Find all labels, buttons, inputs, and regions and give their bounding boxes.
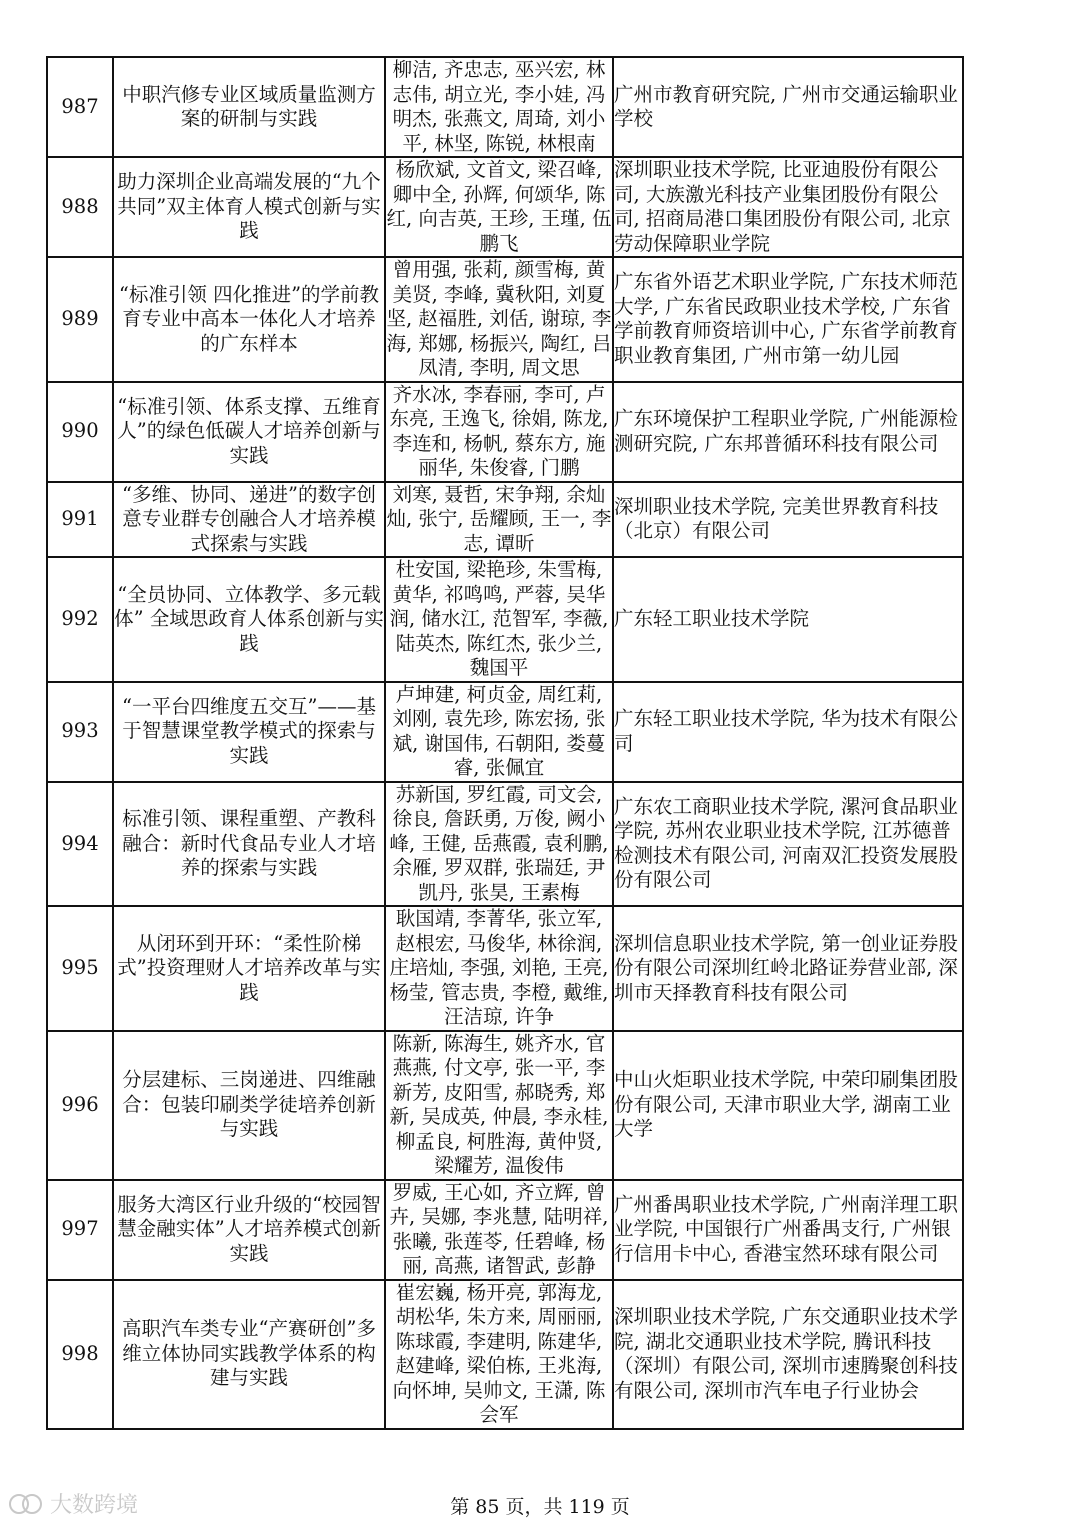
row-number: 989	[47, 257, 113, 382]
team-members: 崔宏巍, 杨开亮, 郭海龙, 胡松华, 朱方来, 周丽丽, 陈球霞, 李建明, 陈建华, 赵建峰, 梁伯栋, 王兆海, 向怀坤, 吴帅文, 王潇, 陈会军	[392, 1280, 606, 1426]
row-number: 998	[47, 1280, 113, 1429]
row-number: 988	[47, 157, 113, 257]
team-members: 杜安国, 梁艳珍, 朱雪梅, 黄华, 祁鸣鸣, 严蓉, 吴华润, 储水江, 范智军, 李薇, 陆英杰, 陈红杰, 张少兰, 魏国平	[389, 558, 609, 679]
table-row	[47, 1180, 963, 1280]
institutions: 深圳职业技术学院, 比亚迪股份有限公司, 大族激光科技产业集团股份有限公司, 招商局港口集团股份有限公司, 北京劳动保障职业学院	[614, 158, 951, 255]
institutions: 广东轻工职业技术学院, 华为技术有限公司	[614, 707, 958, 755]
project-title: 高职汽车类专业“产赛研创”多维立体协同实践教学体系的构建与实践	[122, 1317, 376, 1390]
team-members: 卢坤建, 柯贞金, 周红莉, 刘刚, 袁先珍, 陈宏扬, 张斌, 谢国伟, 石朝阳, 娄蔓睿, 张佩宜	[392, 682, 606, 779]
page-footer: 第 85 页，共 119 页	[450, 1496, 630, 1518]
team-members: 杨欣斌, 文首文, 梁召峰, 卿中全, 孙辉, 何颂华, 陈红, 向吉英, 王珍, 王瑾, 伍鹏飞	[386, 158, 612, 255]
row-number: 997	[47, 1180, 113, 1280]
table-row	[47, 557, 963, 682]
project-title: 标准引领、课程重塑、产教科融合：新时代食品专业人才培养的探索与实践	[122, 807, 376, 879]
project-title: 从闭环到开环：“柔性阶梯式”投资理财人才培养改革与实践	[117, 931, 381, 1004]
team-members: 苏新国, 罗红霞, 司文会, 徐良, 詹跃勇, 万俊, 阙小峰, 王健, 岳燕霞, 袁利鹏, 余雁, 罗双群, 张瑞廷, 尹凯丹, 张昊, 王素梅	[389, 782, 609, 904]
institutions: 深圳职业技术学院, 广东交通职业技术学院, 湖北交通职业技术学院, 腾讯科技（深圳）有限公司, 深圳市速腾聚创科技有限公司, 深圳市汽车电子行业协会	[614, 1305, 958, 1402]
table-row	[47, 682, 963, 782]
project-title: “一平台四维度五交互”——基于智慧课堂教学模式的探索与实践	[122, 694, 376, 767]
team-members: 齐水冰, 李春丽, 李可, 卢东亮, 王逸飞, 徐娟, 陈龙, 李连和, 杨帆, 蔡东方, 施丽华, 朱俊睿, 门鹏	[389, 382, 609, 479]
watermark-text: 大数跨境	[50, 1493, 139, 1518]
institutions: 广州市教育研究院, 广州市交通运输职业学校	[614, 82, 958, 130]
institutions: 广东农工商职业技术学院, 漯河食品职业学院, 苏州农业职业技术学院, 江苏德普检测技术有限公司, 河南双汇投资发展股份有限公司	[614, 794, 958, 892]
awards-table	[46, 56, 964, 1430]
team-members: 曾用强, 张莉, 颜雪梅, 黄美贤, 李峰, 冀秋阳, 刘夏坚, 赵福胜, 刘佸, 谢琼, 李海, 郑娜, 杨振兴, 陶红, 吕凤清, 李明, 周文思	[386, 258, 612, 379]
row-number: 996	[47, 1031, 113, 1180]
institutions: 广东省外语艺术职业学院, 广东技术师范大学, 广东省民政职业技术学校, 广东省学前教育师资培训中心, 广东省学前教育职业教育集团, 广州市第一幼儿园	[614, 270, 958, 367]
row-number: 987	[47, 57, 113, 157]
institutions: 中山火炬职业技术学院, 中荣印刷集团股份有限公司, 天津市职业大学, 湖南工业大学	[614, 1068, 958, 1141]
row-number: 992	[47, 557, 113, 682]
table-row	[47, 257, 963, 382]
table-row	[47, 782, 963, 907]
row-number: 991	[47, 482, 113, 558]
team-members: 罗威, 王心如, 齐立辉, 曾卉, 吴娜, 李兆慧, 陆明祥, 张曦, 张莲苓, 任碧峰, 杨丽, 高燕, 诸智武, 彭静	[389, 1180, 609, 1277]
table-row	[47, 157, 963, 257]
project-title: 服务大湾区行业升级的“校园智慧金融实体”人才培养模式创新实践	[117, 1192, 381, 1265]
project-title: “多维、协同、递进”的数字创意专业群专创融合人才培养模式探索与实践	[122, 482, 376, 555]
table-row	[47, 1031, 963, 1180]
table-row	[47, 482, 963, 558]
project-title: “全员协同、立体教学、多元载体” 全域思政育人体系创新与实践	[114, 582, 384, 655]
project-title: “标准引领 四化推进”的学前教育专业中高本一体化人才培养的广东样本	[118, 282, 380, 355]
row-number: 995	[47, 906, 113, 1031]
institutions: 广东环境保护工程职业学院, 广州能源检测研究院, 广东邦普循环科技有限公司	[614, 407, 958, 455]
team-members: 陈新, 陈海生, 姚齐水, 官燕燕, 付文亭, 张一平, 李新芳, 皮阳雪, 郝晓秀, 郑新, 吴成英, 仲晨, 李永桂, 柳孟良, 柯胜海, 黄仲贤, 梁耀芳, 温俊伟	[389, 1031, 609, 1177]
team-members: 刘寒, 聂哲, 宋争翔, 余灿灿, 张宁, 岳耀顾, 王一, 李志, 谭昕	[386, 482, 612, 555]
project-title: 中职汽修专业区域质量监测方案的研制与实践	[122, 82, 376, 130]
row-number: 994	[47, 782, 113, 907]
table-row	[47, 382, 963, 482]
institutions: 广东轻工职业技术学院	[614, 607, 810, 630]
team-members: 柳洁, 齐忠志, 巫兴宏, 林志伟, 胡立光, 李小娃, 冯明杰, 张燕文, 周琦, 刘小平, 林坚, 陈锐, 林根南	[392, 58, 606, 155]
institutions: 广州番禺职业技术学院, 广州南洋理工职业学院, 中国银行广州番禺支行, 广州银行信用卡中心, 香港宝然环球有限公司	[614, 1192, 958, 1265]
institutions: 深圳职业技术学院, 完美世界教育科技（北京）有限公司	[614, 494, 939, 543]
project-title: “标准引领、体系支撑、五维育人”的绿色低碳人才培养创新与实践	[117, 394, 381, 467]
table-row	[47, 57, 963, 157]
row-number: 990	[47, 382, 113, 482]
team-members: 耿国靖, 李菁华, 张立军, 赵根宏, 马俊华, 林徐润, 庄培灿, 李强, 刘艳, 王亮, 杨莹, 管志贵, 李橙, 戴维, 汪洁琼, 许争	[389, 907, 609, 1028]
row-number: 993	[47, 682, 113, 782]
project-title: 助力深圳企业高端发展的“九个共同”双主体育人模式创新与实践	[117, 170, 381, 243]
table-row	[47, 906, 963, 1031]
project-title: 分层建标、三岗递进、四维融合：包装印刷类学徒培养创新与实践	[122, 1068, 376, 1141]
institutions: 深圳信息职业技术学院, 第一创业证券股份有限公司深圳红岭北路证券营业部, 深圳市天择教育科技有限公司	[614, 931, 958, 1004]
table-row	[47, 1280, 963, 1429]
